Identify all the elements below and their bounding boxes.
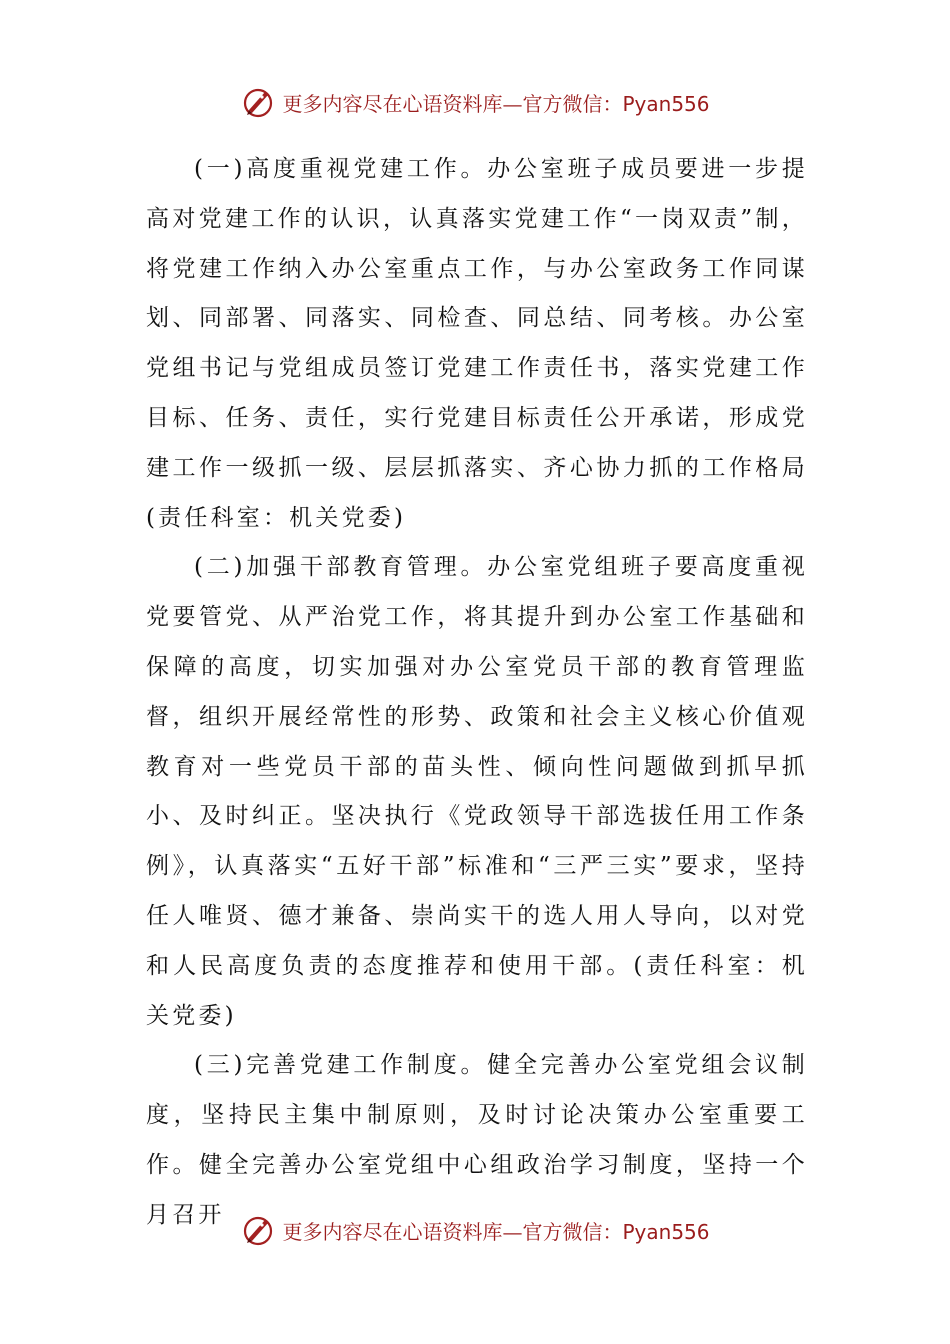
header-banner — [0, 82, 950, 122]
paragraph-2: (二)加强干部教育管理。办公室党组班子要高度重视党要管党、从严治党工作，将其提升到办公室工作基础和保障的高度，切实加强对办公室党员干部的教育管理监督，组织开展经常性的形势、政策和社会主义核心价值观教育对一些党员干部的苗头性、倾向性问题做到抓早抓小、及时纠正。坚决执行《党政领导干部选拔任用工作条例》，认真落实“五好干部”标准和“三严三实”要求，坚持任人唯贤、德才兼备、崇尚实干的选人用人导向，以对党和人民高度负责的态度推荐和使用干部。(责任科室：机关党委) — [146, 554, 808, 1029]
pen-nib-logo-icon — [240, 84, 276, 120]
paragraph-3: (三)完善党建工作制度。健全完善办公室党组会议制度，坚持民主集中制原则，及时讨论决策办公室重要工作。健全完善办公室党组中心组政治学习制度，坚持一个月召开 — [146, 1052, 808, 1228]
document-body — [146, 145, 808, 1241]
wechat-id: Pyan556 — [622, 91, 710, 116]
paragraph-1: (一)高度重视党建工作。办公室班子成员要进一步提高对党建工作的认识，认真落实党建工作“一岗双责”制，将党建工作纳入办公室重点工作，与办公室政务工作同谋划、同部署、同落实、同检查、同总结、同考核。办公室党组书记与党组成员签订党建工作责任书，落实党建工作目标、任务、责任，实行党建目标责任公开承诺，形成党建工作一级抓一级、层层抓落实、齐心协力抓的工作格局(责任科室：机关党委) — [146, 156, 808, 531]
footer-banner-text: 更多内容尽在心语资料库—官方微信：Pyan556 — [282, 1219, 710, 1244]
wechat-id: Pyan556 — [622, 1219, 710, 1244]
footer-banner — [0, 1210, 950, 1250]
header-banner-text: 更多内容尽在心语资料库—官方微信：Pyan556 — [282, 91, 710, 116]
pen-nib-logo-icon — [240, 1212, 276, 1248]
